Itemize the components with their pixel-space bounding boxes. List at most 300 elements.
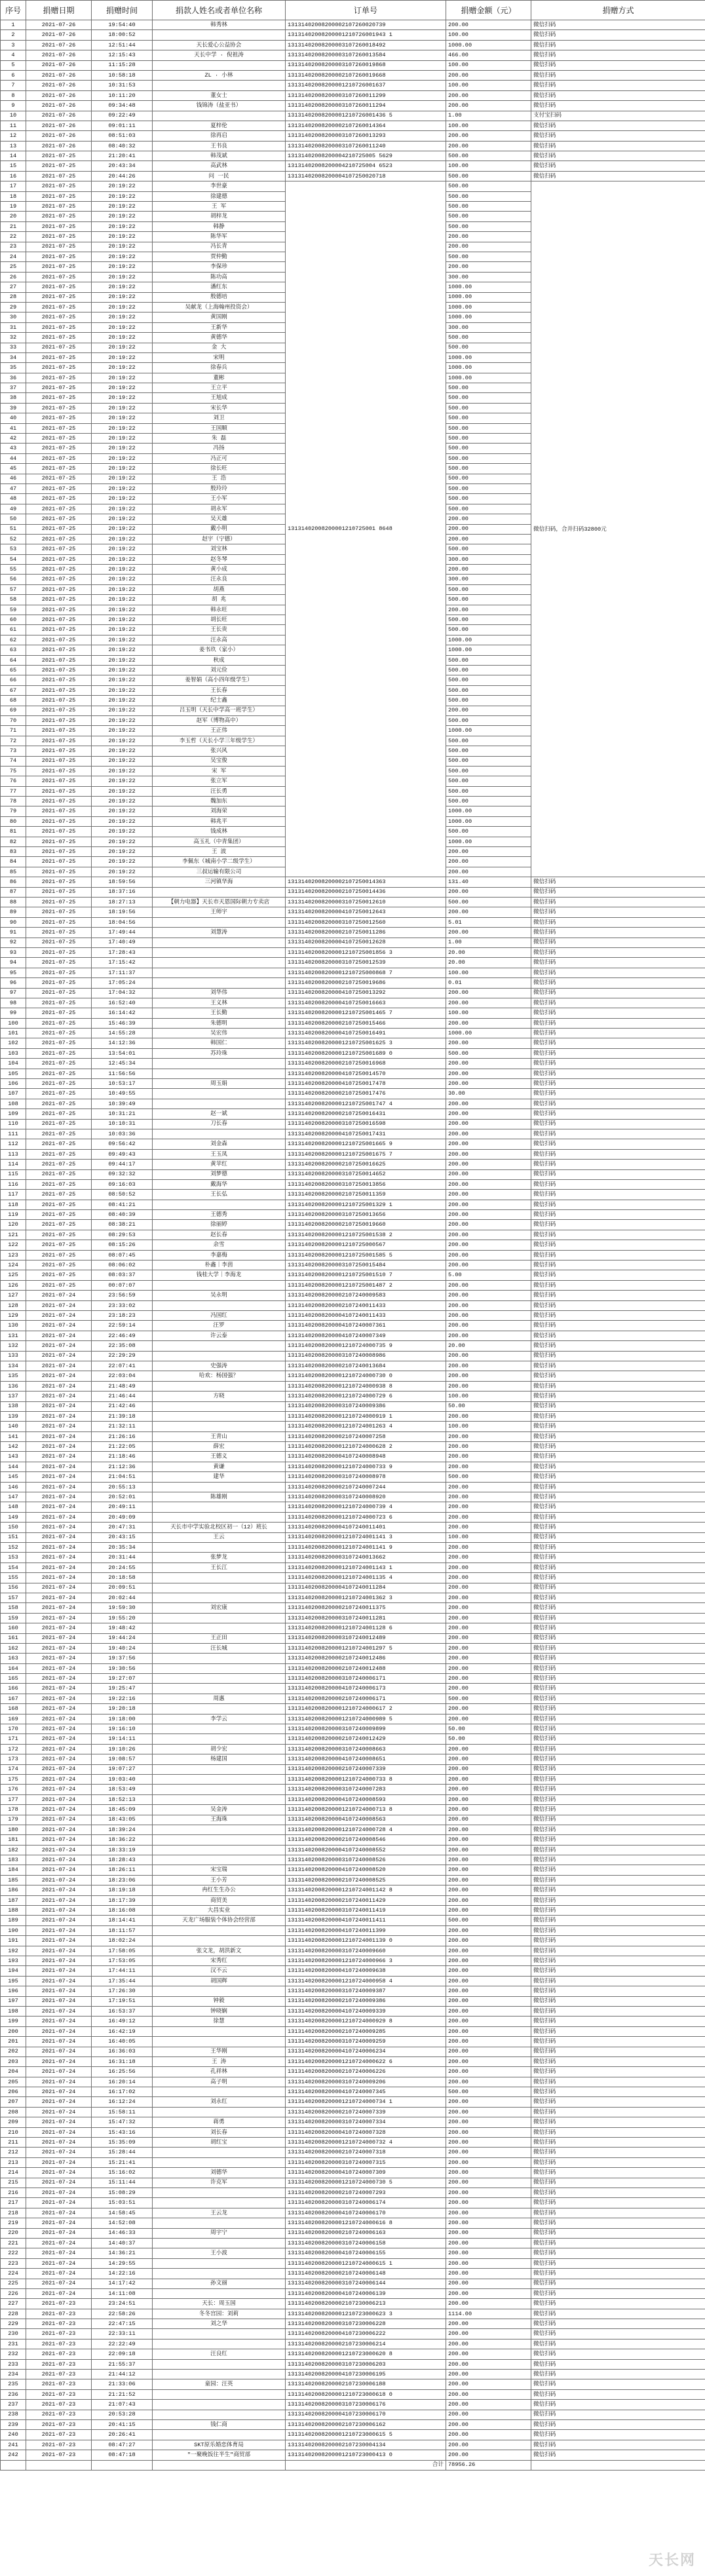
cell-name: 哈欢：杨国强？ (153, 1371, 286, 1381)
table-row (1, 1563, 705, 1572)
cell-time: 21:42:46 (92, 1401, 153, 1411)
cell-amount: 200.00 (446, 1643, 531, 1653)
cell-amount: 200.00 (446, 1855, 531, 1865)
table-row (1, 2309, 705, 2319)
cell-no: 9 (1, 101, 26, 111)
cell-method: 微信扫码 (531, 2430, 705, 2440)
cell-method: 微信扫码 (531, 1512, 705, 1522)
cell-name: 王玉凤 (153, 1149, 286, 1159)
cell-order: 13131402008200001210724000735 9 (286, 1341, 446, 1351)
cell-no: 207 (1, 2097, 26, 2107)
cell-name: 高玉礼（中青集团） (153, 837, 286, 846)
cell-amount: 200.00 (446, 1411, 531, 1421)
cell-method: 微信扫码 (531, 1008, 705, 1018)
cell-amount: 200.00 (446, 2279, 531, 2288)
cell-no: 35 (1, 363, 26, 373)
cell-amount: 300.00 (446, 272, 531, 282)
cell-order: 13131402008200004107240007328 (286, 2127, 446, 2137)
cell-amount: 500.00 (446, 666, 531, 675)
cell-order: 13131402008200002107250019686 (286, 978, 446, 988)
table-row (1, 1240, 705, 1250)
cell-name: 黄德华 (153, 333, 286, 343)
cell-date: 2021-07-24 (26, 1321, 92, 1331)
cell-method: 微信扫码 (531, 1139, 705, 1149)
cell-amount: 1000.00 (446, 363, 531, 373)
table-row (1, 1270, 705, 1280)
cell-name: 吴永明 (153, 1291, 286, 1300)
cell-time: 16:52:40 (92, 998, 153, 1008)
table-row (1, 1280, 705, 1290)
cell-no: 54 (1, 554, 26, 564)
cell-time: 17:53:05 (92, 1956, 153, 1966)
cell-order: 13131402008200003107250013856 (286, 1179, 446, 1189)
cell-no: 238 (1, 2410, 26, 2419)
cell-method: 微信扫码 (531, 141, 705, 151)
cell-amount: 100.00 (446, 30, 531, 40)
cell-amount: 20.00 (446, 947, 531, 957)
table-row (1, 1613, 705, 1623)
cell-name: 陈功高 (153, 272, 286, 282)
cell-method: 微信扫码 (531, 1583, 705, 1593)
cell-no: 169 (1, 1714, 26, 1724)
cell-date: 2021-07-25 (26, 181, 92, 191)
cell-order: 13131402008200002107250014436 (286, 887, 446, 897)
cell-no: 26 (1, 272, 26, 282)
cell-date: 2021-07-25 (26, 827, 92, 837)
cell-time: 19:03:40 (92, 1774, 153, 1784)
cell-name: 李佩东（城南小学二级学生） (153, 857, 286, 867)
cell-name (153, 1280, 286, 1290)
cell-no: 166 (1, 1684, 26, 1694)
cell-no: 39 (1, 403, 26, 413)
table-row (1, 1109, 705, 1119)
cell-order: 13131402008200004107240006234 (286, 2047, 446, 2056)
cell-time: 20:24:55 (92, 1563, 153, 1572)
cell-name (153, 2400, 286, 2410)
table-row (1, 1230, 705, 1240)
cell-amount: 300.00 (446, 575, 531, 584)
cell-amount: 200.00 (446, 887, 531, 897)
cell-time: 20:49:09 (92, 1512, 153, 1522)
cell-method: 微信扫码 (531, 1916, 705, 1925)
cell-method: 微信扫码 (531, 1029, 705, 1038)
cell-no: 157 (1, 1593, 26, 1602)
cell-order: 13131402008200001210726001943 1 (286, 30, 446, 40)
cell-amount: 500.00 (446, 1694, 531, 1703)
cell-order: 13131402008200001210724000733 8 (286, 1774, 446, 1784)
cell-name: 胡国辉 (153, 1976, 286, 1986)
cell-date: 2021-07-24 (26, 1805, 92, 1815)
cell-method: 微信扫码 (531, 1381, 705, 1391)
table-row (1, 1704, 705, 1714)
cell-no: 178 (1, 1805, 26, 1815)
cell-date: 2021-07-25 (26, 282, 92, 292)
cell-date: 2021-07-24 (26, 1512, 92, 1522)
cell-method: 微信扫码 (531, 1623, 705, 1633)
cell-amount: 200.00 (446, 1512, 531, 1522)
cell-no: 108 (1, 1099, 26, 1108)
cell-name: 周宇宁 (153, 2228, 286, 2238)
cell-name: 赵宇（宁德） (153, 534, 286, 544)
table-row (1, 2178, 705, 2188)
cell-date: 2021-07-24 (26, 1744, 92, 1754)
cell-order: 13131402008200003107260013293 (286, 131, 446, 141)
cell-name (153, 1855, 286, 1865)
cell-no: 18 (1, 191, 26, 201)
cell-date: 2021-07-23 (26, 2430, 92, 2440)
cell-time: 20:19:22 (92, 575, 153, 584)
total-label: 合计 (286, 2460, 446, 2470)
cell-method: 微信扫码 (531, 1835, 705, 1845)
cell-date: 2021-07-25 (26, 352, 92, 362)
cell-time: 14:55:28 (92, 1029, 153, 1038)
cell-date: 2021-07-24 (26, 2198, 92, 2208)
cell-no: 63 (1, 645, 26, 655)
cell-method: 微信扫码 (531, 1946, 705, 1956)
table-row (1, 111, 705, 121)
cell-date: 2021-07-25 (26, 292, 92, 302)
cell-name: 宋明 (153, 352, 286, 362)
cell-order: 13131402008200001210725000567 (286, 1240, 446, 1250)
cell-no: 206 (1, 2087, 26, 2097)
cell-time: 10:31:53 (92, 81, 153, 90)
empty-cell (1, 2460, 26, 2470)
cell-time: 20:19:22 (92, 816, 153, 826)
cell-date: 2021-07-25 (26, 978, 92, 988)
cell-date: 2021-07-25 (26, 584, 92, 594)
cell-no: 214 (1, 2168, 26, 2178)
cell-order: 13131402008200001210724001128 6 (286, 1623, 446, 1633)
cell-method: 微信扫码 (531, 1059, 705, 1069)
cell-time: 19:20:18 (92, 1704, 153, 1714)
cell-order: 13131402008200001210724001142 8 (286, 1885, 446, 1895)
cell-no: 173 (1, 1754, 26, 1764)
cell-time: 14:36:21 (92, 2248, 153, 2258)
cell-date: 2021-07-25 (26, 797, 92, 806)
cell-date: 2021-07-24 (26, 1976, 92, 1986)
cell-no: 72 (1, 736, 26, 746)
cell-name (153, 2107, 286, 2117)
cell-no: 20 (1, 212, 26, 221)
cell-time: 18:04:56 (92, 917, 153, 927)
cell-method: 微信扫码 (531, 2389, 705, 2399)
cell-date: 2021-07-24 (26, 1845, 92, 1855)
table-body (1, 20, 705, 2471)
cell-method: 微信扫码 (531, 1351, 705, 1361)
cell-no: 137 (1, 1392, 26, 1401)
cell-amount: 500.00 (446, 393, 531, 403)
cell-date: 2021-07-25 (26, 938, 92, 947)
cell-name (153, 1200, 286, 1209)
cell-name (153, 1986, 286, 1996)
cell-name: 张兴风 (153, 746, 286, 756)
cell-method: 微信扫码 (531, 1553, 705, 1563)
cell-time: 10:03:36 (92, 1129, 153, 1139)
cell-name (153, 958, 286, 968)
cell-no: 44 (1, 453, 26, 463)
cell-method: 微信扫码 (531, 1744, 705, 1754)
cell-order: 13131402008200001210725001510 7 (286, 1270, 446, 1280)
cell-name: 汉不云 (153, 1966, 286, 1976)
cell-no: 127 (1, 1291, 26, 1300)
cell-method: 微信扫码 (531, 1422, 705, 1431)
cell-order: 13131402008200003107240007315 (286, 2157, 446, 2167)
cell-name: 王云 (153, 1532, 286, 1542)
cell-time: 21:26:16 (92, 1431, 153, 1441)
cell-date: 2021-07-25 (26, 726, 92, 736)
cell-order: 13131402008200003107240009206 (286, 2077, 446, 2087)
cell-date: 2021-07-24 (26, 1331, 92, 1340)
cell-no: 205 (1, 2077, 26, 2087)
cell-method: 微信扫码 (531, 2138, 705, 2148)
cell-name: 胡梓龙 (153, 212, 286, 221)
cell-name: 宋长华 (153, 403, 286, 413)
cell-amount: 200.00 (446, 242, 531, 252)
cell-time: 14:22:16 (92, 2269, 153, 2279)
cell-date: 2021-07-25 (26, 1160, 92, 1169)
cell-no: 32 (1, 333, 26, 343)
cell-order: 13131402008200002107250019660 (286, 1220, 446, 1230)
cell-date: 2021-07-24 (26, 2087, 92, 2097)
cell-date: 2021-07-24 (26, 1613, 92, 1623)
table-row (1, 2117, 705, 2127)
cell-date: 2021-07-25 (26, 1079, 92, 1089)
cell-no: 171 (1, 1734, 26, 1744)
cell-date: 2021-07-25 (26, 1179, 92, 1189)
cell-time: 09:56:42 (92, 1139, 153, 1149)
table-row (1, 1996, 705, 2006)
cell-date: 2021-07-25 (26, 343, 92, 352)
cell-order: 13131402008200004107240007309 (286, 2168, 446, 2178)
cell-date: 2021-07-25 (26, 857, 92, 867)
cell-name: 黄小成 (153, 565, 286, 575)
cell-no: 121 (1, 1230, 26, 1240)
cell-no: 177 (1, 1794, 26, 1804)
cell-no: 91 (1, 928, 26, 938)
cell-name (153, 917, 286, 927)
cell-method: 微信扫码 (531, 1724, 705, 1734)
cell-name: 朴鑫｜李茵 (153, 1260, 286, 1270)
cell-no: 200 (1, 2026, 26, 2036)
cell-amount: 500.00 (446, 544, 531, 554)
cell-date: 2021-07-25 (26, 998, 92, 1008)
cell-order: 13131402008200004107240011284 (286, 1583, 446, 1593)
cell-no: 142 (1, 1442, 26, 1452)
cell-name (153, 2339, 286, 2349)
cell-method: 微信扫码 (531, 1542, 705, 1552)
cell-date: 2021-07-25 (26, 605, 92, 615)
cell-order: 13131402008200002107240007318 (286, 2148, 446, 2157)
cell-no: 1 (1, 20, 26, 30)
cell-method: 微信扫码 (531, 887, 705, 897)
cell-order: 13131402008200001210724001141 9 (286, 1542, 446, 1552)
cell-no: 202 (1, 2047, 26, 2056)
cell-name: 王 涛 (153, 2056, 286, 2066)
cell-time: 17:40:49 (92, 938, 153, 947)
cell-time: 09:22:49 (92, 111, 153, 121)
cell-time: 20:43:34 (92, 161, 153, 171)
cell-no: 151 (1, 1532, 26, 1542)
cell-amount: 200.00 (446, 1371, 531, 1381)
cell-name: 大昌实业 (153, 1906, 286, 1916)
cell-no: 47 (1, 483, 26, 493)
cell-time: 20:18:58 (92, 1573, 153, 1583)
cell-no: 203 (1, 2056, 26, 2066)
cell-amount: 1000.00 (446, 352, 531, 362)
cell-name: 李世豪 (153, 181, 286, 191)
cell-order: 13131402008200002107250011286 (286, 928, 446, 938)
cell-order: 13131402008200001210724000723 6 (286, 1512, 446, 1522)
cell-no: 148 (1, 1502, 26, 1512)
cell-amount: 1000.00 (446, 282, 531, 292)
cell-name (153, 947, 286, 957)
cell-time: 20:19:22 (92, 464, 153, 474)
cell-order: 13131402008200003107240008526 (286, 1855, 446, 1865)
cell-amount: 200.00 (446, 847, 531, 857)
table-row (1, 1190, 705, 1200)
table-row (1, 2379, 705, 2389)
cell-amount: 500.00 (446, 453, 531, 463)
table-row (1, 1512, 705, 1522)
cell-order: 13131402008200001210725001329 1 (286, 1200, 446, 1209)
cell-date: 2021-07-24 (26, 1855, 92, 1865)
cell-no: 83 (1, 847, 26, 857)
cell-no: 198 (1, 2006, 26, 2016)
cell-order: 13131402008200004107230006195 (286, 2370, 446, 2379)
table-row (1, 1392, 705, 1401)
cell-amount: 200.00 (446, 2037, 531, 2047)
cell-method: 微信扫码 (531, 1805, 705, 1815)
table-row (1, 2157, 705, 2167)
cell-date: 2021-07-26 (26, 101, 92, 111)
cell-amount: 200.00 (446, 1018, 531, 1028)
cell-name: 王长贵 (153, 625, 286, 635)
cell-name: 钟晓娴 (153, 2006, 286, 2016)
table-row (1, 2238, 705, 2248)
table-row (1, 928, 705, 938)
cell-date: 2021-07-25 (26, 514, 92, 524)
cell-amount: 500.00 (446, 766, 531, 776)
cell-time: 21:33:06 (92, 2379, 153, 2389)
cell-time: 19:30:56 (92, 1663, 153, 1673)
cell-method: 微信扫码 (531, 1885, 705, 1895)
cell-time: 18:28:43 (92, 1855, 153, 1865)
cell-time: 18:39:24 (92, 1825, 153, 1834)
cell-time: 20:19:22 (92, 423, 153, 433)
cell-name (153, 1825, 286, 1834)
cell-order: 13131402008200002107240007293 (286, 2188, 446, 2197)
cell-method: 微信扫码 (531, 1815, 705, 1825)
table-row (1, 1200, 705, 1209)
cell-method: 微信扫码 (531, 1079, 705, 1089)
cell-date: 2021-07-24 (26, 2218, 92, 2228)
cell-no: 228 (1, 2309, 26, 2319)
cell-no: 48 (1, 494, 26, 504)
cell-method: 微信扫码 (531, 1694, 705, 1703)
cell-name (153, 1401, 286, 1411)
cell-time: 08:50:52 (92, 1190, 153, 1200)
cell-amount: 500.00 (446, 1472, 531, 1482)
cell-order: 13131402008200004107240006139 (286, 2288, 446, 2298)
cell-amount: 200.00 (446, 2077, 531, 2087)
table-row (1, 1179, 705, 1189)
cell-method: 微信扫码 (531, 2288, 705, 2298)
cell-time: 18:11:57 (92, 1925, 153, 1935)
cell-amount: 200.00 (446, 70, 531, 80)
cell-amount: 100.00 (446, 1008, 531, 1018)
empty-cell (26, 2460, 92, 2470)
cell-time: 20:19:22 (92, 544, 153, 554)
cell-name (153, 1583, 286, 1593)
cell-no: 66 (1, 675, 26, 685)
cell-name: 建华 (153, 1472, 286, 1482)
empty-cell (153, 2460, 286, 2470)
cell-date: 2021-07-25 (26, 171, 92, 181)
cell-no: 152 (1, 1542, 26, 1552)
cell-no: 231 (1, 2339, 26, 2349)
cell-time: 20:19:22 (92, 434, 153, 444)
cell-date: 2021-07-25 (26, 322, 92, 332)
cell-date: 2021-07-24 (26, 1694, 92, 1703)
cell-order: 13131402008200003107250014652 (286, 1169, 446, 1179)
cell-method: 微信扫码 (531, 2228, 705, 2238)
cell-name: 刘长春 (153, 2127, 286, 2137)
cell-name: 胡少宏 (153, 1744, 286, 1754)
cell-method: 微信扫码 (531, 2208, 705, 2218)
cell-time: 16:12:24 (92, 2097, 153, 2107)
cell-method: 微信扫码 (531, 1371, 705, 1381)
cell-order: 13131402008200001210725001487 2 (286, 1280, 446, 1290)
cell-name (153, 1411, 286, 1421)
cell-no: 104 (1, 1059, 26, 1069)
cell-date: 2021-07-24 (26, 1895, 92, 1905)
cell-name: 汪罗 (153, 1321, 286, 1331)
table-row (1, 1885, 705, 1895)
cell-date: 2021-07-25 (26, 1099, 92, 1108)
table-row (1, 1764, 705, 1774)
table-row (1, 2279, 705, 2288)
cell-amount: 200.00 (446, 1956, 531, 1966)
cell-amount: 200.00 (446, 1038, 531, 1048)
cell-name (153, 2037, 286, 2047)
cell-date: 2021-07-25 (26, 776, 92, 786)
cell-date: 2021-07-24 (26, 1684, 92, 1694)
cell-date: 2021-07-25 (26, 1149, 92, 1159)
table-row (1, 1472, 705, 1482)
table-row (1, 1089, 705, 1099)
cell-no: 80 (1, 816, 26, 826)
table-row (1, 1865, 705, 1875)
cell-time: 17:44:11 (92, 1966, 153, 1976)
cell-no: 193 (1, 1956, 26, 1966)
cell-date: 2021-07-25 (26, 897, 92, 907)
cell-amount: 200.00 (446, 1663, 531, 1673)
cell-date: 2021-07-24 (26, 1442, 92, 1452)
cell-name: 吴天雄 (153, 514, 286, 524)
cell-time: 20:19:22 (92, 666, 153, 675)
cell-no: 17 (1, 181, 26, 191)
cell-order: 13131402008200002107240007339 (286, 2107, 446, 2117)
cell-no: 22 (1, 232, 26, 242)
cell-time: 20:19:22 (92, 221, 153, 231)
cell-no: 209 (1, 2117, 26, 2127)
cell-date: 2021-07-25 (26, 1129, 92, 1139)
cell-method: 微信扫码 (531, 131, 705, 141)
cell-no: 146 (1, 1482, 26, 1492)
cell-amount: 200.00 (446, 1260, 531, 1270)
cell-amount: 200.00 (446, 2228, 531, 2238)
cell-no: 233 (1, 2359, 26, 2369)
